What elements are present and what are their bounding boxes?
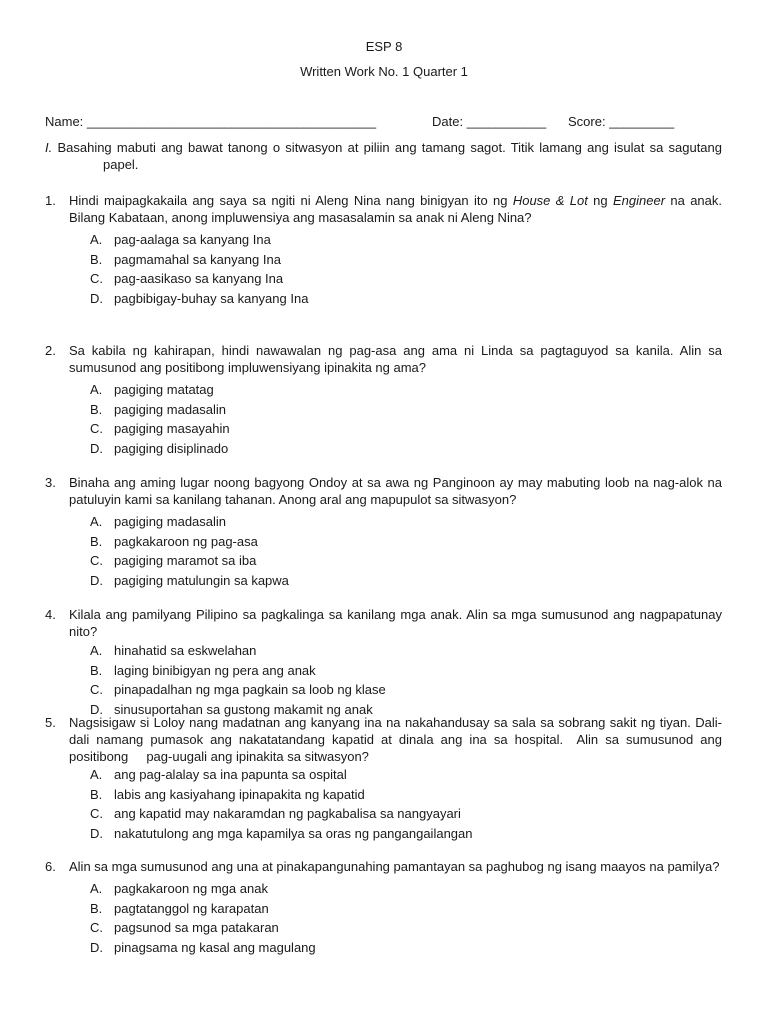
name-field[interactable]: [45, 114, 376, 129]
question-text: Nagsisigaw si Loloy nang madatnan ang kanyang ina na nakahandusay sa sala sa sobrang sakit ng tiyan. Dali-dali namang pumasok ang nakatatandang kapatid at dinala ang ina sa hospital. Alin sa sumusunod ang positibong pag-uugali ang ipinakita sa sitwasyon?: [69, 715, 726, 764]
option-a[interactable]: A. pag-aalaga sa kanyang Ina: [90, 232, 271, 247]
option-b[interactable]: B. labis ang kasiyahang ipinapakita ng kapatid: [90, 786, 365, 802]
question-1: [45, 192, 722, 308]
option-c[interactable]: C. ang kapatid may nakaramdan ng pagkabalisa sa nangyayari: [90, 806, 461, 821]
option-c[interactable]: C. pinapadalhan ng mga pagkain sa loob ng klase: [90, 682, 386, 697]
score-field[interactable]: [568, 114, 674, 129]
date-blank[interactable]: ___________: [466, 114, 547, 129]
question-number: 1.: [45, 193, 56, 208]
date-label: Date:: [432, 114, 464, 129]
option-b[interactable]: B. pagmamahal sa kanyang Ina: [90, 251, 281, 267]
option-c[interactable]: C. pag-aasikaso sa kanyang Ina: [90, 271, 284, 286]
question-number: 5.: [45, 715, 56, 730]
question-number: 2.: [45, 343, 56, 358]
option-c[interactable]: C. pagiging maramot sa iba: [90, 553, 257, 568]
option-a[interactable]: A. pagiging matatag: [90, 382, 214, 397]
option-c[interactable]: C. pagiging masayahin: [90, 421, 230, 436]
question-text: Binaha ang aming lugar noong bagyong Ondoy at sa awa ng Panginoon ay may mabuting loob na nag-alok na patuluyin kami sa kanilang tahanan. Anong aral ang mapupulot sa sitwasyon?: [69, 475, 722, 507]
option-b[interactable]: B. pagiging madasalin: [90, 401, 227, 417]
option-b[interactable]: B. pagkakaroon ng pag-asa: [90, 533, 258, 549]
option-b[interactable]: B. laging binibigyan ng pera ang anak: [90, 662, 316, 678]
question-number: 4.: [45, 607, 56, 622]
question-5: [45, 714, 726, 843]
date-field[interactable]: [432, 114, 546, 129]
option-a[interactable]: A. hinahatid sa eskwelahan: [90, 643, 257, 658]
option-c[interactable]: C. pagsunod sa mga patakaran: [90, 920, 279, 935]
option-a[interactable]: A. pagkakaroon ng mga anak: [90, 881, 268, 896]
option-a[interactable]: A. pagiging madasalin: [90, 514, 227, 529]
option-d[interactable]: D. pagiging matulungin sa kapwa: [90, 572, 289, 588]
option-d[interactable]: D. nakatutulong ang mga kapamilya sa oras ng pangangailangan: [90, 825, 473, 841]
question-text: Alin sa mga sumusunod ang una at pinakapangunahing pamantayan sa paghubog ng isang maayos na pamilya?: [69, 859, 720, 874]
question-number: 3.: [45, 475, 56, 490]
option-a[interactable]: A. ang pag-alalay sa ina papunta sa ospital: [90, 767, 347, 782]
option-d[interactable]: D. sinusuportahan sa gustong makamit ng anak: [90, 701, 373, 717]
option-d[interactable]: D. pinagsama ng kasal ang magulang: [90, 939, 316, 955]
name-label: Name:: [45, 114, 84, 129]
question-2: [45, 342, 722, 458]
question-6: [45, 858, 722, 957]
instructions-numeral: I.: [45, 140, 53, 155]
question-4: [45, 606, 722, 719]
question-text: Kilala ang pamilyang Pilipino sa pagkalinga sa kanilang mga anak. Alin sa mga sumusunod ang nagpapatunay nito?: [69, 607, 722, 639]
question-text: Sa kabila ng kahirapan, hindi nawawalan ng pag-asa ang ama ni Linda sa pagtaguyod sa kanila. Alin sa sumusunod ang positibong impluwensiyang ipinakita ng ama?: [69, 343, 722, 375]
instructions: [45, 139, 722, 173]
instructions-text: Basahing mabuti ang bawat tanong o sitwasyon at piliin ang tamang sagot. Titik lamang ang isulat sa sagutang papel.: [57, 140, 722, 172]
question-3: [45, 474, 722, 590]
worksheet-title: Written Work No. 1 Quarter 1: [300, 64, 468, 79]
option-d[interactable]: D. pagiging disiplinado: [90, 440, 229, 456]
name-blank[interactable]: ________________________________________: [86, 114, 377, 129]
score-label: Score:: [568, 114, 606, 129]
score-blank[interactable]: _________: [609, 114, 675, 129]
option-b[interactable]: B. pagtatanggol ng karapatan: [90, 900, 269, 916]
subject-heading: ESP 8: [365, 39, 403, 54]
question-number: 6.: [45, 859, 56, 874]
question-text: Hindi maipagkakaila ang saya sa ngiti ni Aleng Nina nang binigyan ito ng House & Lot ng Engineer na anak. Bilang Kabataan, anong impluwensiya ang masasalamin sa anak ni Aleng Nina?: [69, 193, 722, 225]
option-d[interactable]: D. pagbibigay-buhay sa kanyang Ina: [90, 290, 309, 306]
